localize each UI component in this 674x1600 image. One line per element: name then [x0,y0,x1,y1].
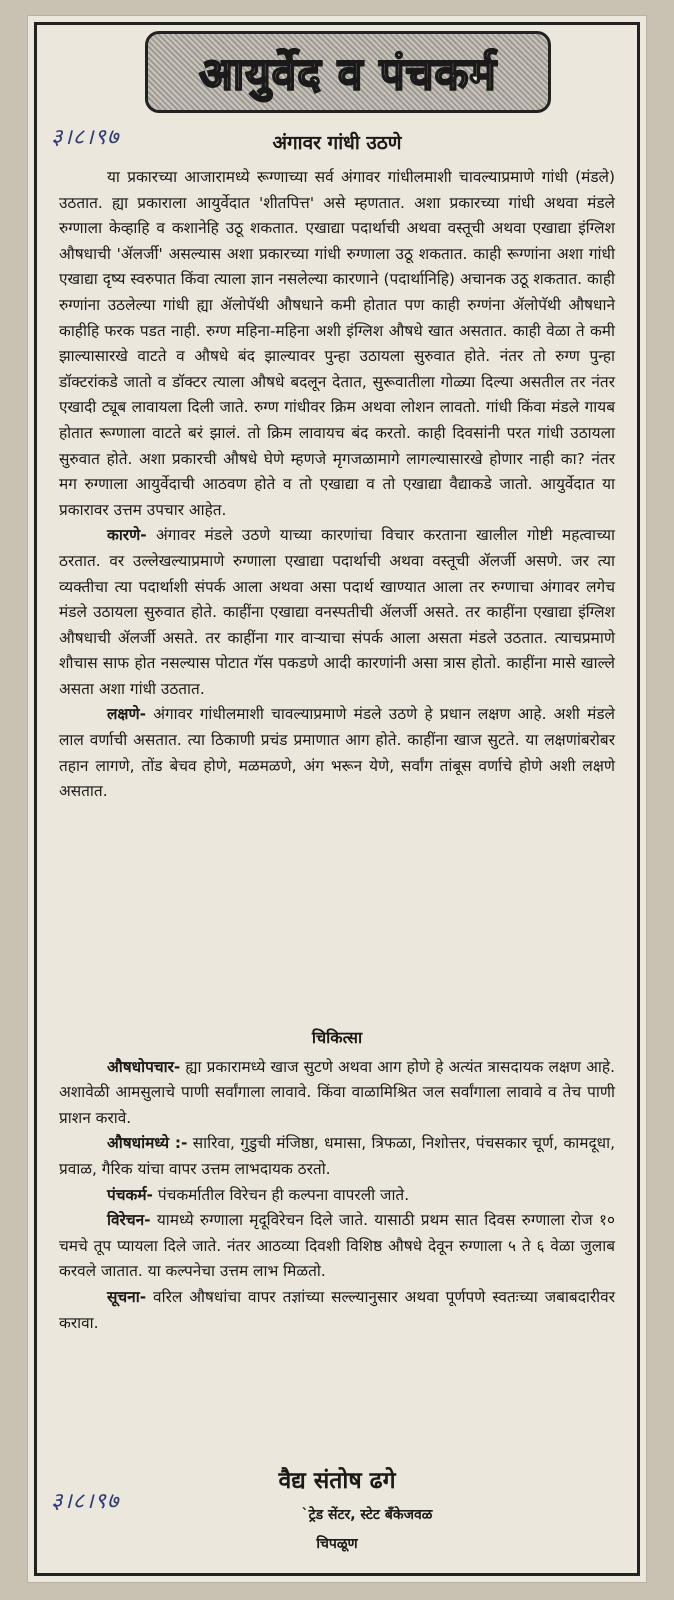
treatment-item [59,1055,615,1132]
author-signature [37,1463,637,1553]
treatment-item-text: ह्या प्रकारामध्ये खाज सुटणे अथवा आग होणे हे अत्यंत त्रासदायक लक्षण आहे. अशावेळी आमसुलाचे पाणी सर्वांगाला लावावे. किंवा वाळामिश्रित जल सर्वांगाला लावावे व तेच पाणी प्राशन करावे. [59,1057,615,1127]
treatment-item-text: वरिल औषधांचा वापर तज्ञांच्या सल्ल्यानुसार अथवा पूर्णपणे स्वतःच्या जबाबदारीवर करावा. [59,1287,615,1332]
author-address: `ट्रेड सेंटर, स्टेट बँकेजवळ [301,1507,433,1523]
treatment-item-label: औषधांमध्ये :- [107,1134,188,1153]
symptoms-text: अंगावर गांधीलमाशी चावल्याप्रमाणे मंडले उठणे हे प्रधान लक्षण आहे. अशी मंडले लाल वर्णाची असतात. त्या ठिकाणी प्रचंड प्रमाणात आग होते. काहींना खाज सुटते. या लक्षणांबरोबर तहान लागणे, तोंड बेचव होणे, मळमळणे, अंग भरून येणे, सर्वांग तांबूस वर्णाचे होणे अशी लक्षणे असतात. [59,705,615,801]
treatment-item-label: सूचना- [107,1287,147,1306]
author-city: चिपळूण [316,1536,358,1552]
treatment-item-text: सारिवा, गुडुची मंजिष्ठा, धमासा, त्रिफळा, निशोत्तर, पंचसकार चूर्ण, कामदूधा, प्रवाळ, गैरिक यांचा वापर उत्तम लाभदायक ठरतो. [59,1134,615,1178]
treatment-item [59,1285,615,1336]
article-subtitle: अंगावर गांधी उठणे [272,132,402,154]
treatment-item-label: पंचकर्म- [107,1185,153,1204]
author-name: वैद्य संतोष ढगे [278,1468,396,1494]
article-frame [34,22,640,1576]
symptoms-paragraph [59,702,615,804]
newspaper-clipping [28,16,646,1582]
treatment-item [59,1208,615,1285]
article-body [59,165,615,805]
treatment-item-label: औषधोपचार- [107,1057,181,1076]
masthead-title: आयुर्वेद व पंचकर्म [199,49,497,100]
handwritten-date-top: ३।८।९७ [51,125,120,150]
causes-text: अंगावर मंडले उठणे याच्या कारणांचा विचार करताना खालील गोष्टी महत्वाच्या ठरतात. वर उल्लेखल्याप्रमाणे रुग्णाला एखाद्या पदार्थाची अथवा वस्तूची ॲलर्जी असणे. जर त्या व्यक्तीचा त्या पदार्थाशी संपर्क आला अथवा असा पदार्थ खाण्यात आला तर रुग्णाचा अंगावर लगेच मंडले उठायला सुरुवात होते. काहींना एखाद्या वनस्पतीची ॲलर्जी असते. तर काहींना एखाद्या इंग्लिश औषधाची ॲलर्जी असते. तर काहींना गार वाऱ्याचा संपर्क आला असता मंडले उठतात. त्याचप्रमाणे शौचास साफ होत नसल्यास पोटात गॅस पकडणे आदी कारणांनी असा त्रास होतो. काहींना मासे खाल्ले असता अशा गांधी उठतात. [59,526,615,698]
treatment-item-text: पंचकर्मातील विरेचन ही कल्पना वापरली जाते. [157,1185,410,1204]
column-masthead [145,31,551,113]
treatment-item [59,1183,615,1209]
causes-label: कारणे- [107,526,147,545]
treatment-item-text: यामध्ये रुग्णाला मृदूविरेचन दिले जाते. यासाठी प्रथम सात दिवस रुग्णाला रोज १० चमचे तूप प्यायला दिले जाते. नंतर आठव्या दिवशी विशिष्ठ औषधे देवून रुग्णाला ५ ते ६ वेळा जुलाब करवले जातात. या कल्पनेचा उत्तम लाभ मिळतो. [59,1211,615,1281]
treatment-item [59,1131,615,1182]
symptoms-label: लक्षणे- [107,705,146,724]
handwritten-date-bottom: ३।८।९७ [51,1489,120,1514]
treatment-heading: चिकित्सा [311,1028,363,1047]
causes-paragraph [59,523,615,702]
intro-paragraph: या प्रकारच्या आजारामध्ये रूग्णाच्या सर्व अंगावर गांधीलमाशी चावल्याप्रमाणे गांधी (मंडले) उठतात. ह्या प्रकाराला आयुर्वेदात 'शीतपित्त' असे म्हणतात. अशा प्रकारच्या गांधी अथवा मंडले रुग्णाला केव्हाहि व कशानेहि उठू शकतात. एखाद्या पदार्थाची अथवा वस्तूची अथवा एखाद्या इंग्लिश औषधाची 'ॲलर्जी' असल्यास अशा प्रकारच्या गांधी रुग्णाला उठू शकतात. काही रूग्णांना अशा गांधी एखाद्या दृष्य स्वरुपात किंवा त्याला ज्ञान नसलेल्या कारणाने (पदार्थानिहि) अचानक उठू शकतात. काही रुग्णांना उठलेल्या गांधी ह्या ॲलोपॅथी औषधाने कमी होतात पण काही रुग्णंना ॲलोपॅथी औषधाने काहीहि फरक पडत नाही. रुग्ण महिना-महिना अशी इंग्लिश औषधे खात असतात. काही वेळा ते कमी झाल्यासारखे वाटते व औषधे बंद झाल्यावर पुन्हा उठायला सुरुवात होते. नंतर तो रुग्ण पुन्हा डॉक्टरांकडे जातो व डॉक्टर त्याला औषधे बदलून देतात, सुरूवातीला गोळ्या दिल्या असतील तर नंतर एखादी ट्यूब लावायला दिली जाते. रुग्ण गांधीवर क्रिम अथवा लोशन लावतो. गांधी किंवा मंडले गायब होतात रूग्णाला वाटते बरं झालं. तो क्रिम लावायच बंद करतो. काही दिवसांनी परत गांधी उठायला सुरुवात होते. अशा प्रकारची औषधे घेणे म्हणजे मृगजळामागे लागल्यासारखे होणार नाही का? नंतर मग रुग्णाला आयुर्वेदाची आठवण होते व तो एखाद्या व तो एखाद्या वैद्याकडे जातो. आयुर्वेदात या प्रकारावर उत्तम उपचार आहेत. [59,168,615,519]
treatment-section [59,1025,615,1336]
treatment-item-label: विरेचन- [107,1211,151,1230]
